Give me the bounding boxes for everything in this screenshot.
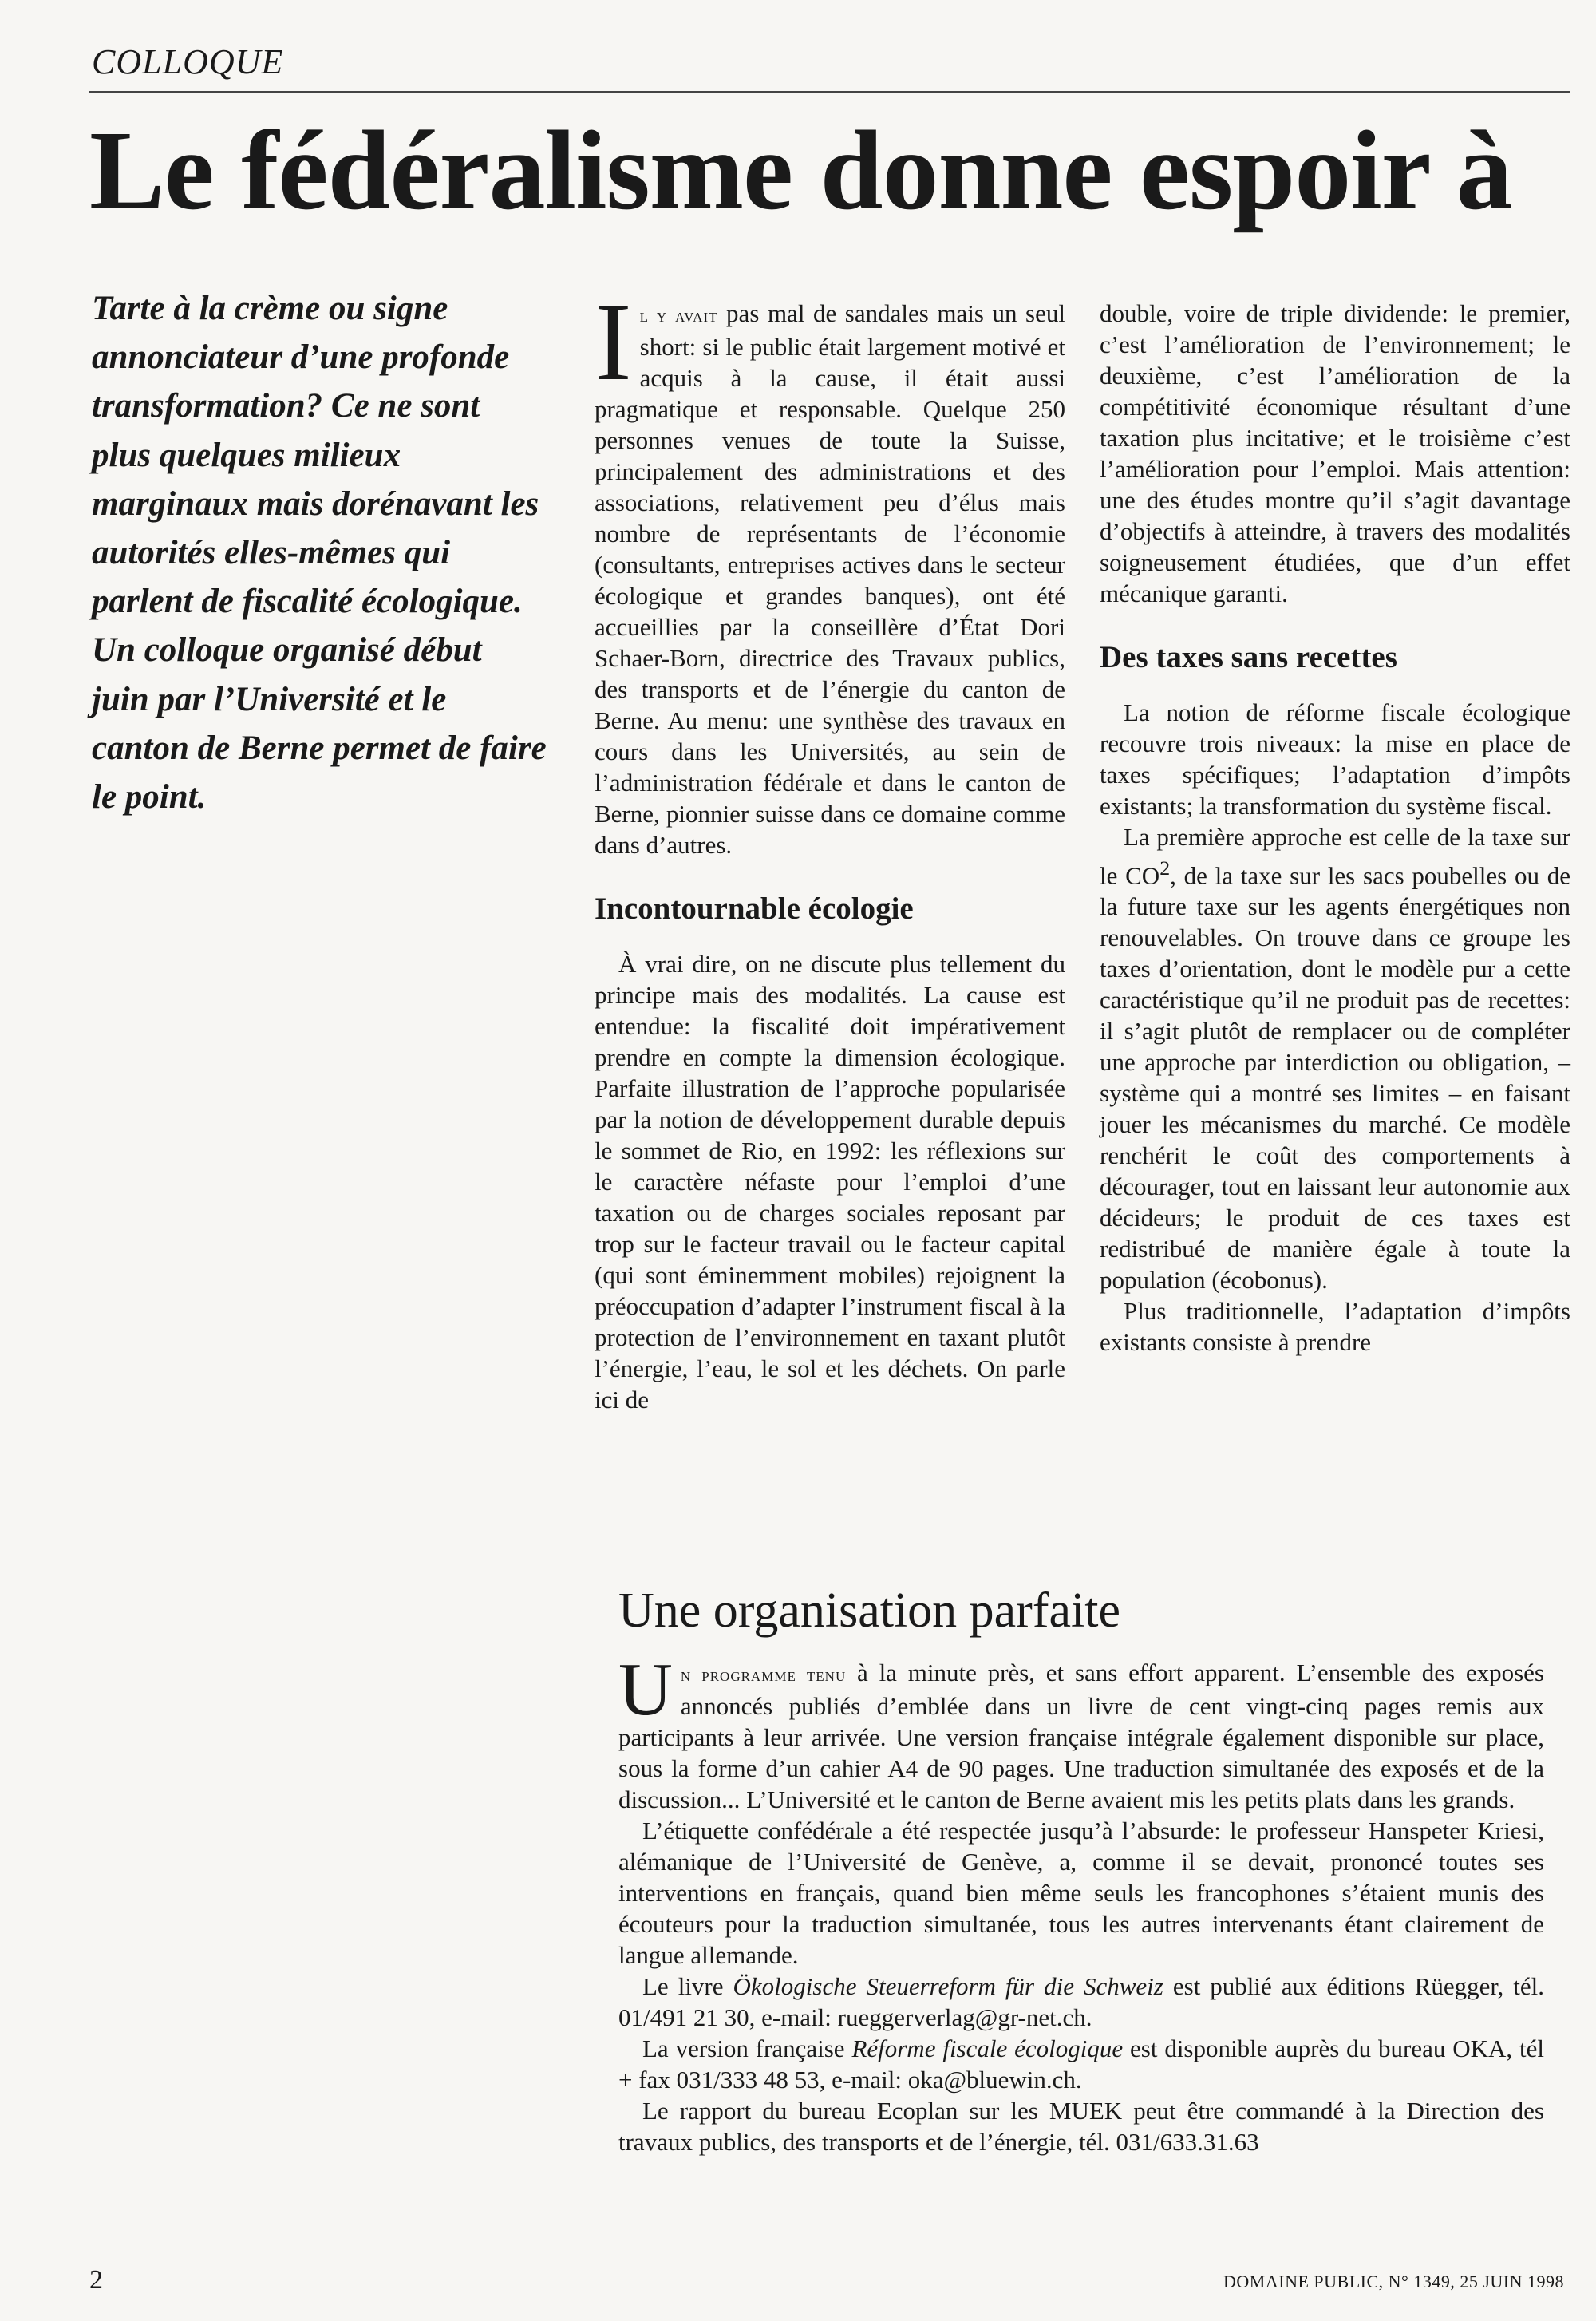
text-run: La première approche est celle de la taxe sur le CO [1100,823,1570,890]
sidebar-intro [618,1648,1544,1815]
intro-smallcaps: l y avait [639,305,718,326]
text-run: , de la taxe sur les sacs poubelles ou de la future taxe sur les agents énergétiques non renouvelables. On trouve dans ce groupe les taxes d’orientation, dont le modèle pur a cette caractéristique qu’il ne produit pas de recettes: il s’agit plutôt de remplacer ou de compléter une approche par interdiction ou obligation, – système qui a montré ses limites – en faisant jouer les mécanismes du marché. Ce modèle renchérit le coût des comportements à décourager, tout en laissant leur autonomie aux décideurs; le produit de ces taxes est redistribué de manière égale à toute la population (écobonus). [1100,861,1570,1295]
intro-text: à la minute près, et sans effort apparent. L’ensemble des exposés annoncés publiés d’emblée dans un livre de cent vingt-cinq pages remis aux participants à leur arrivée. Une version française intégrale également disponible sur place, sous la forme d’un cahier A4 de 90 pages. Une traduction simultanée des exposés et de la discussion... L’Université et le canton de Berne avaient mis les petits plats dans les grands. [618,1659,1544,1813]
sidebar-title: Une organisation parfaite [618,1584,1120,1638]
article-column-2 [1100,298,1570,1358]
drop-cap: I [595,280,632,404]
text-run: est publié aux éditions Rüegger, tél. 01/491 21 30, e-mail: rueggerverlag@gr-net.ch. [618,1972,1544,2031]
article-paragraph: Plus traditionnelle, l’adaptation d’impôts existants consiste à prendre [1100,1297,1570,1357]
publication-info: DOMAINE PUBLIC, N° 1349, 25 JUIN 1998 [1223,2272,1564,2291]
text-run: est disponible auprès du bureau OKA, tél + fax 031/333 48 53, e-mail: oka@bluewin.ch. [618,2034,1544,2094]
subheading: Des taxes sans recettes [1100,640,1397,674]
intro-text: pas mal de sandales mais un seul short: si le public était largement motivé et acquis à la cause, il était aussi pragmatique et responsable. Quelque 250 personnes venues de toute la Suisse, principalement des administrations et des associations, relativement peu d’élus mais nombre de représentants de l’économie (consultants, entreprises actives dans le secteur écologique et grandes banques), ont été accueillies par la conseillère d’État Dori Schaer-Born, directrice des Travaux publics, des transports et de l’énergie du canton de Berne. Au menu: une synthèse des travaux en cours dans les Universités, au sein de l’administration fédérale et dans le canton de Berne, pionnier suisse dans ce domaine comme dans d’autres. [595,299,1065,859]
article-intro [595,280,1065,860]
sidebar-paragraph [618,2033,1544,2095]
article-paragraph [1100,821,1570,1295]
text-run: Le livre [642,1972,733,2000]
intro-smallcaps: n programme tenu [680,1664,847,1686]
sidebar-paragraph [618,1971,1544,2033]
book-title: Ökologische Steuerreform für die Schweiz [733,1972,1163,2000]
sidebar-paragraph: Le rapport du bureau Ecoplan sur les MUEK peut être commandé à la Direction des travaux publics, des transports et de l’énergie, tél. 031/633.31.63 [618,2097,1544,2156]
text-run: La version française [642,2034,852,2062]
lede-paragraph: Un colloque organisé début juin par l’Université et le canton de Berne permet de faire le point. [92,631,547,817]
page-number: 2 [89,2265,103,2295]
headline: Le fédéralisme donne espoir à [89,107,1512,233]
subheading: Incontournable écologie [595,892,914,926]
book-title: Réforme fiscale écologique [851,2034,1124,2062]
superscript: 2 [1159,856,1171,880]
lede [92,284,547,821]
section-label: COLLOQUE [92,42,284,81]
article-column-1 [595,280,1065,1415]
header-rule [89,91,1570,93]
lede-paragraph: Tarte à la crème ou signe annonciateur d’une profonde transformation? Ce ne sont plus quelques milieux marginaux mais dorénavant les autorités elles-mêmes qui parlent de fiscalité écologique. [92,290,539,621]
article-paragraph: La notion de réforme fiscale écologique recouvre trois niveaux: la mise en place de taxes spécifiques; l’adaptation d’impôts existants; la transformation du système fiscal. [1100,698,1570,820]
article-paragraph: double, voire de triple dividende: le premier, c’est l’amélioration de l’environnement; le deuxième, c’est l’amélioration de la compétitivité économique résultant d’une taxation plus incitative; et le troisième c’est l’amélioration pour l’emploi. Mais attention: une des études montre qu’il s’agit davantage d’objectifs à atteindre, à travers des modalités soigneusement étudiées, que d’un effet mécanique garanti. [1100,299,1570,607]
article-paragraph: À vrai dire, on ne discute plus tellement du principe mais des modalités. La cause est entendue: la fiscalité doit impérativement prendre en compte la dimension écologique. Parfaite illustration de l’approche popularisée par la notion de développement durable depuis le sommet de Rio, en 1992: les réflexions sur le caractère néfaste pour l’emploi d’une taxation ou de charges sociales reposant par trop sur le facteur travail ou le facteur capital (qui sont éminemment mobiles) rejoignent la préoccupation d’adapter l’instrument fiscal à la protection de l’environnement en taxant plutôt l’énergie, l’eau, le sol et les déchets. On parle ici de [595,950,1065,1414]
sidebar-body [618,1648,1544,2157]
sidebar-paragraph: L’étiquette confédérale a été respectée jusqu’à l’absurde: le professeur Hanspeter Kriesi, alémanique de l’Université de Genève, a, comme il se devait, prononcé toutes ses interventions en français, quand bien même seuls les francophones s’étaient munis des écouteurs pour la traduction simultanée, tous les autres intervenants étant clairement de langue allemande. [618,1817,1544,1969]
drop-cap: U [618,1648,673,1731]
